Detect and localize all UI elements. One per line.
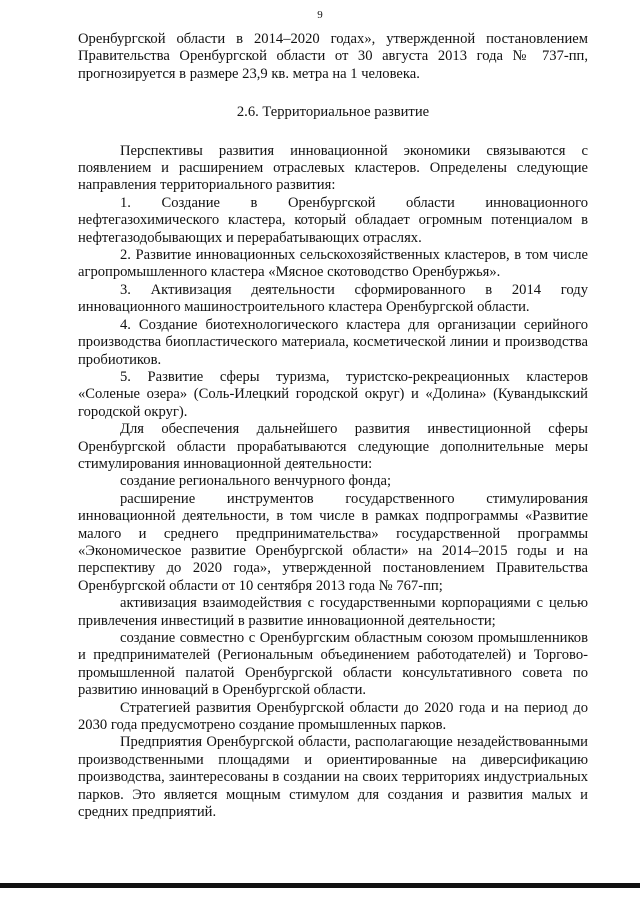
document-body bbox=[78, 31, 588, 821]
paragraph-measures-intro: Для обеспечения дальнейшего развития инвестиционной сферы Оренбургской области прорабатываются следующие дополнительные меры стимулирования инновационной деятельности: bbox=[78, 421, 588, 472]
paragraph-enterprises: Предприятия Оренбургской области, располагающие незадействованными производственными площадями и ориентированные на диверсификацию производства, заинтересованы в создании на своих территориях индустриальных парков. Это является мощным стимулом для создания и развития малых и средних предприятий. bbox=[78, 734, 588, 821]
measure-item-instruments: расширение инструментов государственного стимулирования инновационной деятельности, в том числе в рамках подпрограммы «Развитие малого и среднего предпринимательства» государственной программы «Экономическое развитие Оренбургской области» на 2014–2015 годы и на перспективу до 2020 года», утвержденной постановлением Правительства Оренбургской области от 10 сентября 2013 года № 767-пп; bbox=[78, 490, 588, 594]
list-item-1: 1. Создание в Оренбургской области инновационного нефтегазохимического кластера, который обладает огромным потенциалом в нефтегазодобывающих и перерабатывающих отраслях. bbox=[78, 194, 588, 246]
bottom-rule bbox=[0, 883, 640, 888]
page-number: 9 bbox=[317, 9, 323, 21]
list-item-4: 4. Создание биотехнологического кластера для организации серийного производства биопластического материала, косметической линии и производства пробиотиков. bbox=[78, 316, 588, 368]
paragraph-industrial-parks: Стратегией развития Оренбургской области до 2020 года и на период до 2030 года предусмотрено создание промышленных парков. bbox=[78, 699, 588, 734]
section-heading: 2.6. Территориальное развитие bbox=[236, 104, 430, 121]
measure-item-venture-fund: создание регионального венчурного фонда; bbox=[120, 473, 392, 490]
measure-item-corporations: активизация взаимодействия с государственными корпорациями с целью привлечения инвестиций в развитие инновационной деятельности; bbox=[78, 595, 588, 629]
paragraph-intro-clusters: Перспективы развития инновационной экономики связываются с появлением и расширением отраслевых кластеров. Определены следующие направления территориального развития: bbox=[78, 142, 588, 194]
measure-item-council: создание совместно с Оренбургским областным союзом промышленников и предпринимателей (Региональным объединением работодателей) и Торгово-промышленной палатой Оренбургской области консультативного совета по развитию инноваций в Оренбургской области. bbox=[78, 630, 588, 699]
intro-paragraph: Оренбургской области в 2014–2020 годах», утвержденной постановлением Правительства Оренбургской области от 30 августа 2013 года № 737-пп, прогнозируется в размере 23,9 кв. метра на 1 человека. bbox=[78, 31, 588, 82]
list-item-2: 2. Развитие инновационных сельскохозяйственных кластеров, в том числе агропромышленного кластера «Мясное скотоводство Оренбуржья». bbox=[78, 247, 588, 281]
list-item-5: 5. Развитие сферы туризма, туристско-рекреационных кластеров «Соленые озера» (Соль-Илецкий городской округ) и «Долина» (Кувандыкский городской округ). bbox=[78, 368, 588, 420]
list-item-3: 3. Активизация деятельности сформированного в 2014 году инновационного машиностроительного кластера Оренбургской области. bbox=[78, 281, 588, 316]
